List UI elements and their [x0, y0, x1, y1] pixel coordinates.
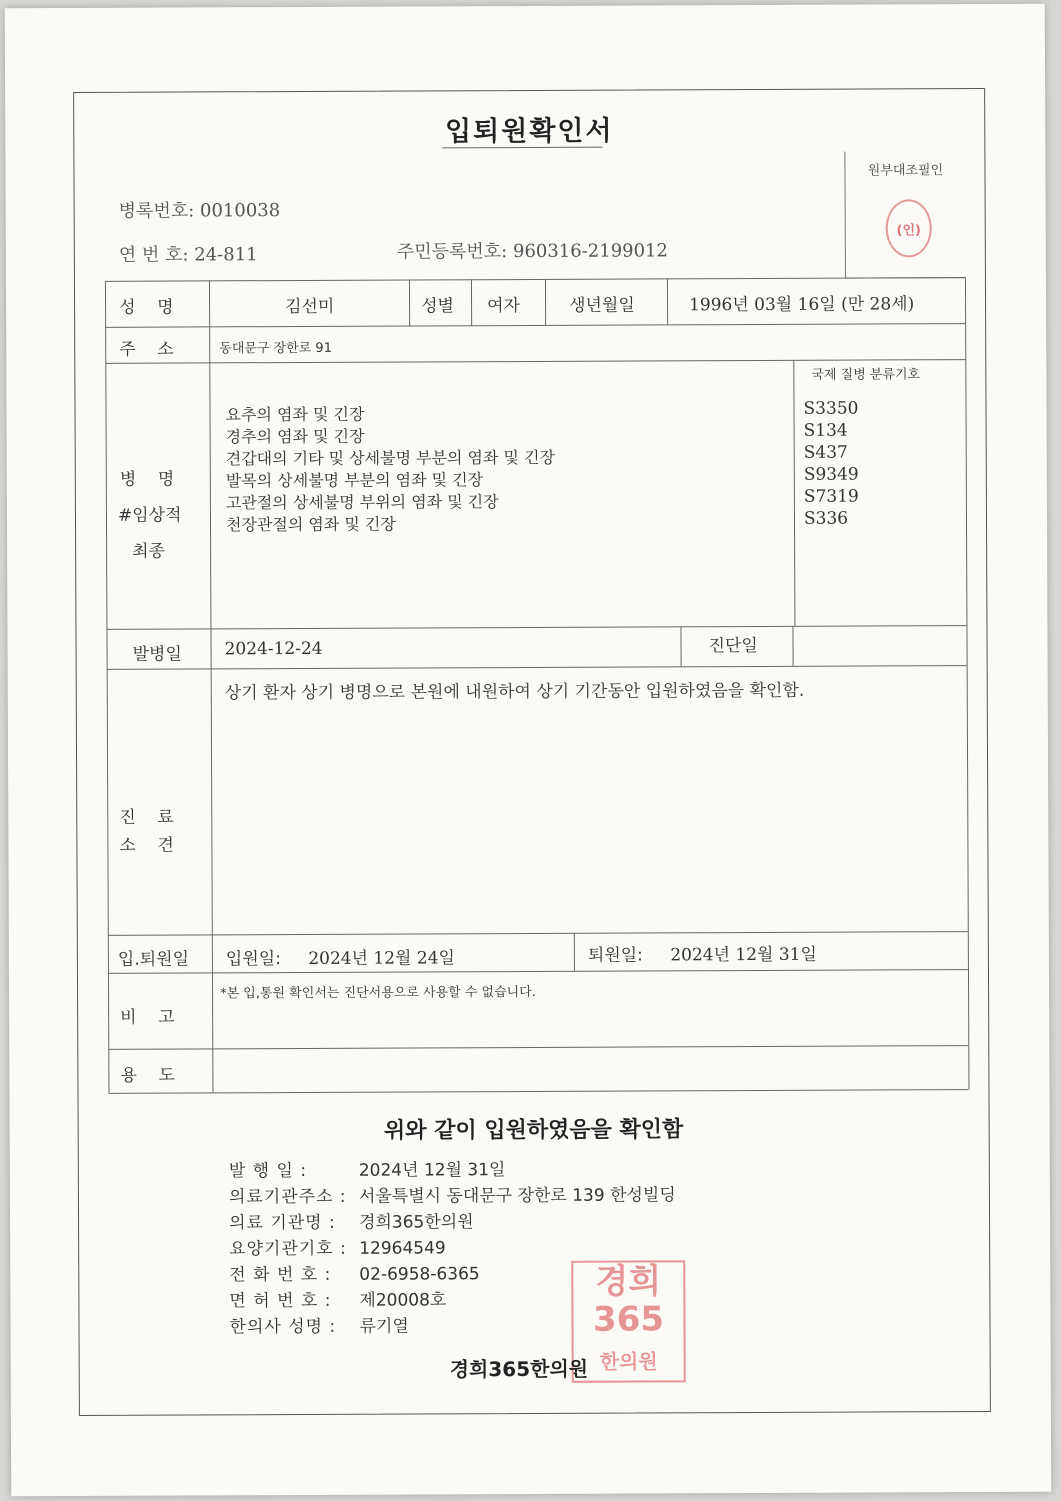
- address-label: 주 소: [119, 339, 174, 360]
- resident-id: 주민등록번호: 960316-2199012: [396, 240, 668, 263]
- doctor-name-row: 한의사 성명 : 류기열: [229, 1316, 409, 1338]
- institution-code-row: 요양기관기호 : 12964549: [229, 1238, 446, 1260]
- opinion-label: 진 료: [119, 807, 174, 828]
- admission-label: 입.퇴원일: [117, 949, 190, 970]
- icd-code: S134: [803, 420, 848, 441]
- seal-label: 원부대조필인: [867, 163, 944, 179]
- icd-code: S9349: [803, 464, 859, 485]
- document-paper: [5, 4, 1051, 1497]
- name-label: 성 명: [119, 297, 174, 318]
- phone-row: 전 화 번 호 : 02-6958-6365: [229, 1264, 480, 1286]
- icd-code: S437: [803, 442, 848, 463]
- icd-code-list: [803, 398, 858, 530]
- hospital-address-row: 의료기관주소 : 서울특별시 동대문구 장한로 139 한성빌딩: [228, 1185, 676, 1208]
- onset-label: 발병일: [132, 644, 182, 665]
- confirmation-title: 위와 같이 입원하였음을 확인함: [383, 1117, 684, 1144]
- birth-value: 1996년 03월 16일 (만 28세): [689, 294, 915, 316]
- sex-label: 성별: [421, 296, 454, 317]
- opinion-label-2: 소 견: [119, 835, 174, 856]
- onset-value: 2024-12-24: [224, 638, 323, 660]
- title-underline: [442, 147, 602, 149]
- certificate-frame: [73, 88, 991, 1416]
- admission-out: 퇴원일: 2024년 12월 31일: [587, 944, 817, 966]
- remarks-label: 비 고: [120, 1007, 175, 1028]
- opinion-text: 상기 환자 상기 병명으로 본원에 내원하여 상기 기간동안 입원하였음을 확인함.: [224, 680, 805, 704]
- diagnosis-sub-label: #임상적: [117, 505, 182, 526]
- admission-in: 입원일: 2024년 12월 24일: [225, 948, 455, 970]
- diagnosis-sub-label-2: 최종: [132, 541, 166, 562]
- name-value: 김선미: [285, 296, 335, 318]
- icd-code: S3350: [803, 398, 859, 419]
- icd-code-header: 국제 질병 분류기호: [811, 367, 921, 383]
- address-value: 동대문구 장한로 91: [219, 340, 332, 357]
- diagnosis-item: 경추의 염좌 및 긴장: [225, 426, 365, 447]
- birth-label: 생년월일: [569, 295, 635, 316]
- sex-value: 여자: [487, 296, 520, 317]
- diagnosis-date-label: 진단일: [708, 635, 758, 657]
- seal-box: [844, 151, 966, 279]
- diagnosis-item: 발목의 상세불명 부분의 염좌 및 긴장: [225, 470, 484, 491]
- diagnosis-list: [225, 403, 555, 536]
- icd-code: S336: [803, 508, 849, 529]
- serial-number: 연 번 호: 24-811: [118, 244, 258, 266]
- diagnosis-item: 견갑대의 기타 및 상세불명 부분의 염좌 및 긴장: [225, 447, 556, 469]
- diagnosis-item: 요추의 염좌 및 긴장: [225, 404, 365, 425]
- issue-date-row: 발 행 일 : 2024년 12월 31일: [228, 1160, 506, 1182]
- icd-code: S7319: [803, 486, 859, 507]
- seal-stamp-icon: (인): [886, 199, 932, 257]
- hospital-name-row: 의료 기관명 : 경희365한의원: [229, 1212, 474, 1234]
- remarks-text: *본 입,통원 확인서는 진단서용으로 사용할 수 없습니다.: [220, 984, 536, 1002]
- license-row: 면 허 번 호 : 제20008호: [229, 1290, 447, 1312]
- document-title: 입퇴원확인서: [444, 115, 614, 148]
- hospital-seal-stamp-icon: 경희 365 한의원: [571, 1260, 686, 1382]
- record-number: 병록번호: 0010038: [118, 200, 281, 222]
- hospital-signature-name: 경희365한의원: [449, 1356, 589, 1382]
- diagnosis-label: 병 명: [119, 469, 175, 490]
- diagnosis-item: 천장관절의 염좌 및 긴장: [225, 514, 396, 535]
- diagnosis-item: 고관절의 상세불명 부위의 염좌 및 긴장: [225, 492, 499, 513]
- purpose-label: 용 도: [120, 1065, 175, 1086]
